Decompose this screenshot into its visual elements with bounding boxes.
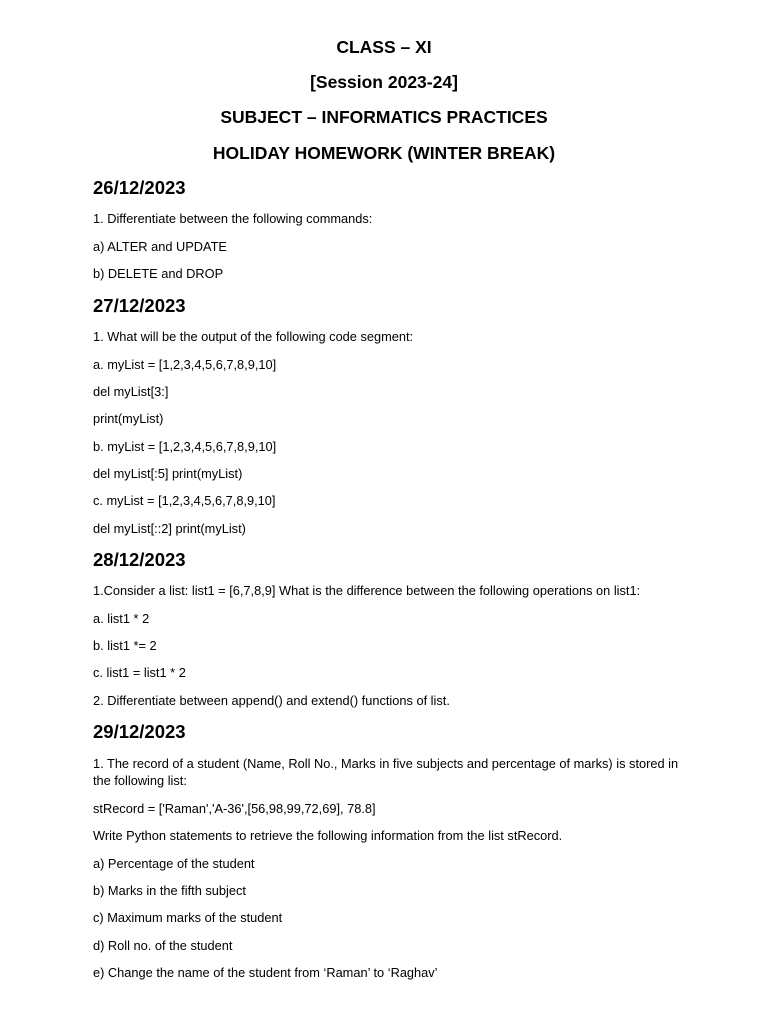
question-line: Write Python statements to retrieve the following information from the list stRecord. — [93, 828, 563, 843]
sub-question-line: a) Percentage of the student — [93, 856, 255, 871]
sub-question-line: c) Maximum marks of the student — [93, 910, 283, 925]
code-line: b. list1 *= 2 — [93, 638, 157, 653]
homework-title: HOLIDAY HOMEWORK (WINTER BREAK) — [212, 143, 556, 163]
section-date-heading: 27/12/2023 — [93, 295, 186, 316]
sub-question-line: d) Roll no. of the student — [93, 938, 233, 953]
sub-question-line: b) Marks in the fifth subject — [93, 883, 246, 898]
code-line: b. myList = [1,2,3,4,5,6,7,8,9,10] — [93, 439, 277, 454]
question-line: 1. What will be the output of the following code segment: — [93, 329, 414, 344]
code-line: stRecord = ['Raman','A-36',[56,98,99,72,69], 78.8] — [93, 801, 376, 816]
code-line: del myList[3:] — [93, 384, 169, 399]
question-line: 1. Differentiate between the following commands: — [93, 211, 373, 226]
code-line: del myList[::2] print(myList) — [93, 521, 246, 536]
question-line: b) DELETE and DROP — [93, 266, 224, 281]
code-line: del myList[:5] print(myList) — [93, 466, 243, 481]
section-date-heading: 28/12/2023 — [93, 549, 186, 570]
code-line: a. myList = [1,2,3,4,5,6,7,8,9,10] — [93, 357, 277, 372]
session-title: [Session 2023-24] — [310, 72, 458, 92]
subject-title: SUBJECT – INFORMATICS PRACTICES — [220, 107, 548, 127]
code-line: a. list1 * 2 — [93, 611, 150, 626]
sub-question-line: e) Change the name of the student from ‘Raman’ to ‘Raghav’ — [93, 965, 438, 980]
question-line: 1. The record of a student (Name, Roll No., Marks in five subjects and percentage of marks) is stored in the following list: — [93, 756, 679, 788]
question-line: 2. Differentiate between append() and extend() functions of list. — [93, 693, 450, 708]
code-line: c. list1 = list1 * 2 — [93, 665, 186, 680]
question-line: 1.Consider a list: list1 = [6,7,8,9] What is the difference between the following operations on list1: — [93, 583, 641, 598]
class-title: CLASS – XI — [336, 37, 432, 57]
question-line: a) ALTER and UPDATE — [93, 239, 227, 254]
section-date-heading: 26/12/2023 — [93, 177, 186, 198]
code-line: c. myList = [1,2,3,4,5,6,7,8,9,10] — [93, 493, 276, 508]
section-date-heading: 29/12/2023 — [93, 721, 186, 742]
code-line: print(myList) — [93, 411, 164, 426]
